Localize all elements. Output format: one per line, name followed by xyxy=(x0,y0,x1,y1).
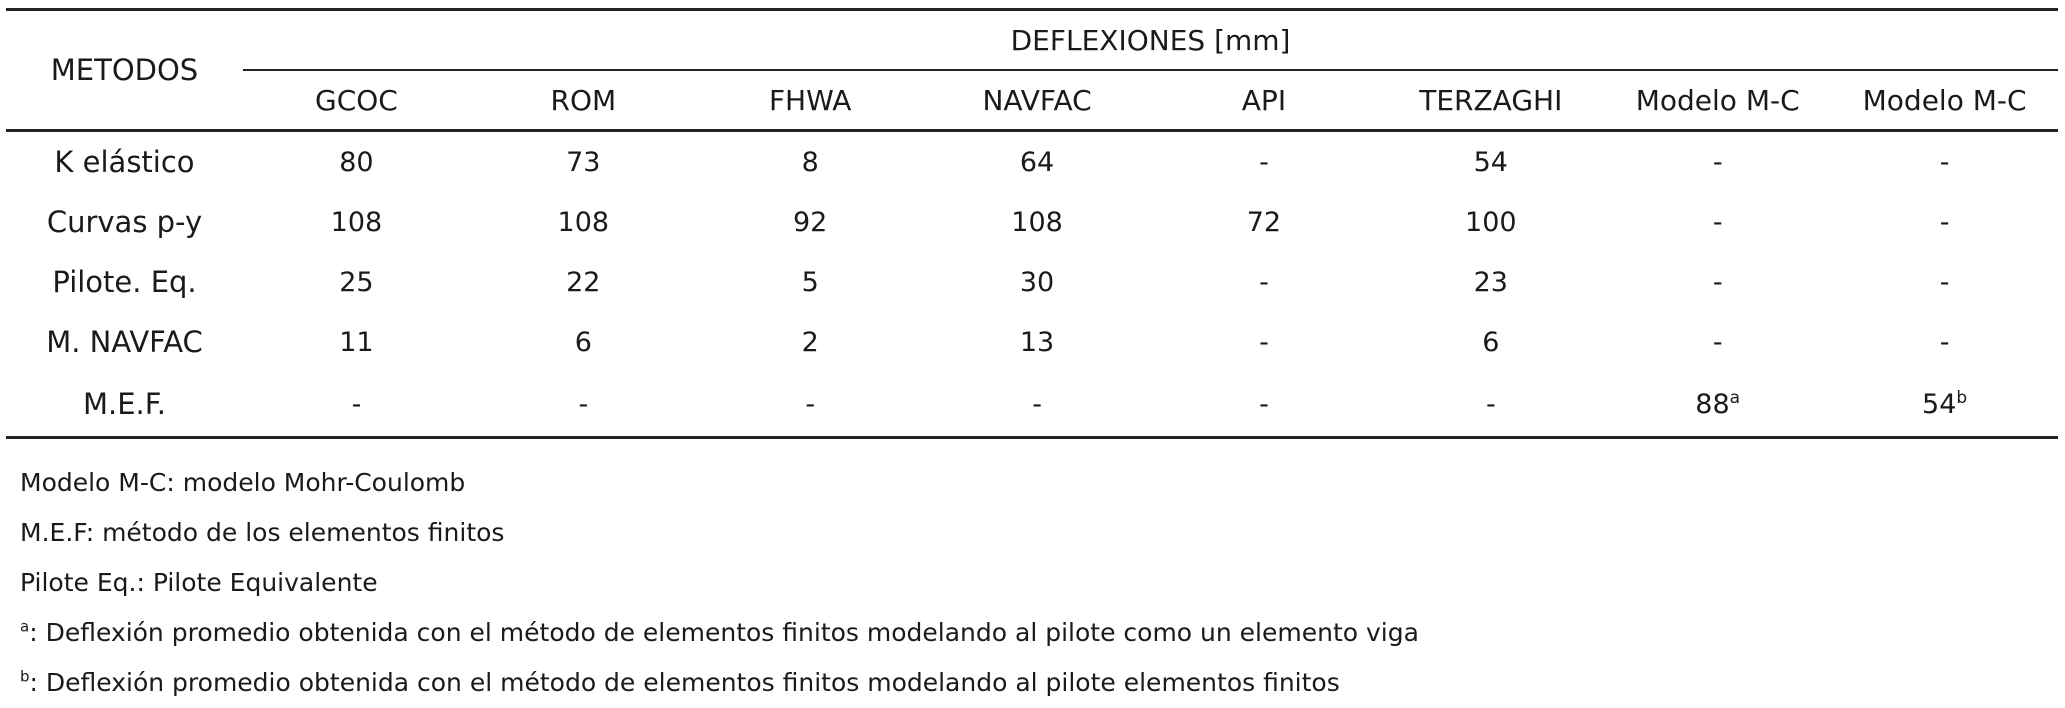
deflection-table-container xyxy=(6,8,2058,439)
table-cell xyxy=(470,312,697,372)
cell-value: - xyxy=(1712,206,1723,238)
cell-value: 92 xyxy=(793,206,828,238)
note-footnote-marker: a xyxy=(20,617,30,636)
table-body xyxy=(6,131,2058,438)
cell-value: 25 xyxy=(339,266,374,298)
table-cell xyxy=(1831,372,2058,438)
table-cell xyxy=(1831,312,2058,372)
table-cell xyxy=(1831,131,2058,193)
cell-value: 30 xyxy=(1019,266,1055,298)
note-line xyxy=(20,558,1419,608)
cell-value: 13 xyxy=(1019,326,1055,358)
cell-value: 100 xyxy=(1465,206,1517,238)
table-cell xyxy=(470,131,697,193)
table-cell xyxy=(1604,372,1831,438)
table-cell xyxy=(1604,312,1831,372)
deflection-table xyxy=(6,8,2058,439)
note-line xyxy=(20,658,1419,708)
table-row xyxy=(6,312,2058,372)
header-row-1 xyxy=(6,10,2058,71)
cell-value: - xyxy=(1259,146,1269,178)
note-text: Pilote Eq.: Pilote Equivalente xyxy=(20,568,378,597)
table-cell xyxy=(1377,372,1604,438)
note-text: M.E.F: método de los elementos finitos xyxy=(20,518,505,547)
note-footnote-marker: b xyxy=(20,667,30,686)
group-header: DEFLEXIONES [mm] xyxy=(243,10,2058,71)
footnote-marker: a xyxy=(1729,387,1741,408)
table-cell xyxy=(1377,192,1604,252)
cell-value: 23 xyxy=(1473,266,1508,298)
table-cell xyxy=(697,372,924,438)
table-row xyxy=(6,372,2058,438)
table-cell xyxy=(924,372,1151,438)
cell-value: 108 xyxy=(1011,206,1063,238)
cell-value: 108 xyxy=(557,206,610,238)
row-method-label: K elástico xyxy=(54,145,195,179)
column-header: TERZAGHI xyxy=(1377,70,1604,131)
column-header: Modelo M-C xyxy=(1604,70,1831,131)
row-method-label: Curvas p-y xyxy=(46,205,203,239)
cell-value: - xyxy=(1259,326,1269,358)
note-line xyxy=(20,458,1419,508)
cell-value: 22 xyxy=(566,266,601,298)
table-notes xyxy=(20,458,1419,708)
table-cell xyxy=(243,192,470,252)
table-cell xyxy=(697,131,924,193)
cell-value: - xyxy=(1939,146,1950,178)
cell-value: 8 xyxy=(801,146,819,178)
table-cell xyxy=(1151,372,1378,438)
cell-value: - xyxy=(1712,266,1723,298)
table-cell xyxy=(1604,252,1831,312)
table-row xyxy=(6,252,2058,312)
table-cell xyxy=(924,252,1151,312)
table-row xyxy=(6,192,2058,252)
column-header: NAVFAC xyxy=(924,70,1151,131)
column-header: Modelo M-C xyxy=(1831,70,2058,131)
table-cell xyxy=(470,252,697,312)
table-cell xyxy=(1377,131,1604,193)
table-cell xyxy=(470,192,697,252)
row-method-label: M. NAVFAC xyxy=(46,325,203,359)
table-cell xyxy=(697,192,924,252)
cell-value: - xyxy=(1712,146,1723,178)
table-cell xyxy=(1151,192,1378,252)
cell-value: - xyxy=(1939,326,1950,358)
cell-value: 54 xyxy=(1473,146,1508,178)
table-cell xyxy=(243,312,470,372)
note-text: Modelo M-C: modelo Mohr-Coulomb xyxy=(20,468,466,497)
cell-value: 5 xyxy=(801,266,819,298)
table-cell xyxy=(243,372,470,438)
table-row xyxy=(6,131,2058,193)
cell-value: - xyxy=(1712,326,1723,358)
cell-value: 80 xyxy=(339,146,374,178)
table-cell xyxy=(1151,312,1378,372)
table-cell xyxy=(1151,131,1378,193)
note-text: : Deflexión promedio obtenida con el método de elementos finitos modelando al pilote elementos finitos xyxy=(29,668,1340,697)
cell-value: 6 xyxy=(1482,326,1500,358)
table-cell xyxy=(924,312,1151,372)
cell-value: - xyxy=(1939,266,1950,298)
cell-value: - xyxy=(1259,266,1269,298)
cell-value: - xyxy=(1485,388,1496,420)
cell-value: - xyxy=(805,388,816,420)
cell-value: - xyxy=(1032,388,1042,420)
method-header: METODOS xyxy=(6,10,243,131)
cell-value: 73 xyxy=(566,146,601,178)
table-cell xyxy=(924,131,1151,193)
cell-value: 64 xyxy=(1019,146,1055,178)
note-text: : Deflexión promedio obtenida con el método de elementos finitos modelando al pilote como un elemento viga xyxy=(29,618,1419,647)
cell-value: - xyxy=(578,388,589,420)
cell-value: 11 xyxy=(339,326,374,358)
column-header: API xyxy=(1151,70,1378,131)
table-cell xyxy=(697,252,924,312)
cell-value: 88 xyxy=(1695,388,1730,420)
cell-value: 2 xyxy=(801,326,819,358)
column-header: GCOC xyxy=(243,70,470,131)
row-method-label: Pilote. Eq. xyxy=(52,265,197,299)
table-cell xyxy=(1604,131,1831,193)
table-cell xyxy=(1831,192,2058,252)
note-line xyxy=(20,608,1419,658)
table-cell xyxy=(470,372,697,438)
footnote-marker: b xyxy=(1956,387,1968,408)
cell-value: 108 xyxy=(330,206,383,238)
column-header: ROM xyxy=(470,70,697,131)
table-cell xyxy=(1831,252,2058,312)
table-cell xyxy=(1377,252,1604,312)
cell-value: 54 xyxy=(1922,388,1957,420)
cell-value: - xyxy=(351,388,362,420)
table-cell xyxy=(1377,312,1604,372)
column-header: FHWA xyxy=(697,70,924,131)
table-cell xyxy=(1604,192,1831,252)
cell-value: - xyxy=(1259,388,1269,420)
cell-value: - xyxy=(1939,206,1950,238)
table-cell xyxy=(924,192,1151,252)
table-cell xyxy=(697,312,924,372)
cell-value: 72 xyxy=(1246,206,1282,238)
table-cell xyxy=(243,252,470,312)
table-cell xyxy=(243,131,470,193)
table-cell xyxy=(1151,252,1378,312)
cell-value: 6 xyxy=(574,326,592,358)
header-row-2 xyxy=(6,70,2058,131)
note-line xyxy=(20,508,1419,558)
row-method-label: M.E.F. xyxy=(6,372,243,438)
